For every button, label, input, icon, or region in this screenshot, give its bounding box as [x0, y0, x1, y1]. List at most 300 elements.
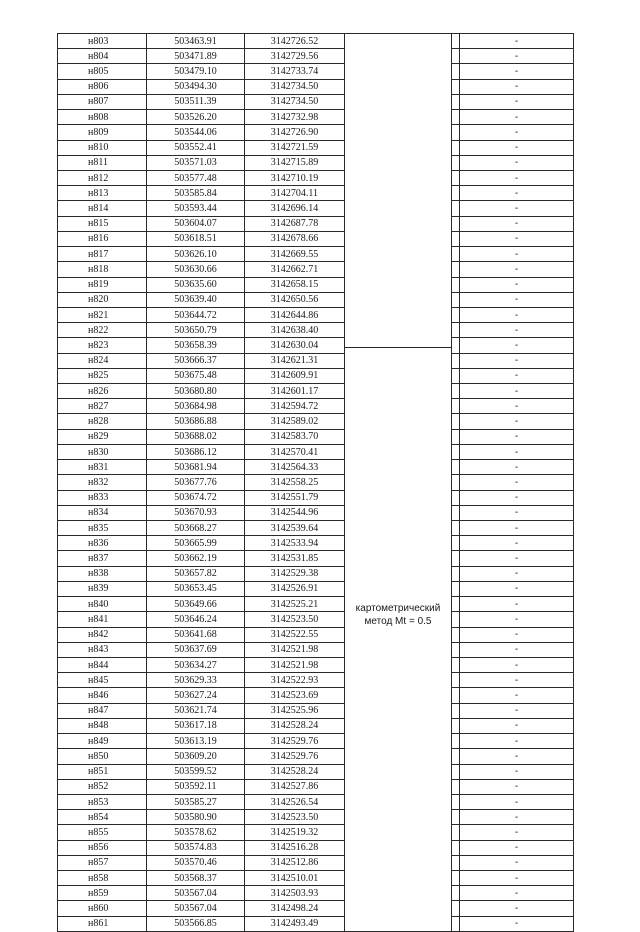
- point-name: н856: [88, 842, 109, 854]
- y-coordinate-cell: [245, 338, 345, 353]
- x-coordinate-cell: [147, 810, 245, 825]
- accuracy-cell: [460, 155, 574, 170]
- y-coordinate: 3142630.04: [270, 339, 319, 351]
- method-wrap: [345, 34, 451, 931]
- point-name: н807: [88, 96, 109, 108]
- method-value: метод Mt = 0.5: [364, 616, 432, 627]
- point-name-cell: [58, 886, 147, 901]
- y-coordinate: 3142527.86: [270, 781, 319, 793]
- x-coordinate: 503684.98: [174, 400, 217, 412]
- point-name-cell: [58, 338, 147, 353]
- accuracy-value: -: [514, 96, 519, 108]
- x-coordinate-cell: [147, 779, 245, 794]
- y-coordinate: 3142662.71: [270, 263, 319, 275]
- y-coordinate: 3142601.17: [270, 385, 319, 397]
- point-name-cell: [58, 855, 147, 870]
- x-coordinate: 503649.66: [174, 598, 217, 610]
- x-coordinate-cell: [147, 64, 245, 79]
- accuracy-value: -: [514, 629, 519, 641]
- accuracy-value: -: [514, 385, 519, 397]
- accuracy-cell: [460, 34, 574, 49]
- table-row: [58, 657, 574, 672]
- accuracy-cell: [460, 855, 574, 870]
- table-row: [58, 460, 574, 475]
- y-coordinate: 3142687.78: [270, 218, 319, 230]
- y-coordinate: 3142721.59: [270, 142, 319, 154]
- x-coordinate: 503567.04: [174, 903, 217, 915]
- point-name: н835: [88, 522, 109, 534]
- point-name-cell: [58, 307, 147, 322]
- table-row: [58, 551, 574, 566]
- accuracy-cell: [460, 734, 574, 749]
- point-name: н818: [88, 263, 109, 275]
- gap-cell: [452, 216, 460, 231]
- x-coordinate: 503635.60: [174, 279, 217, 291]
- y-coordinate-cell: [245, 262, 345, 277]
- x-coordinate-cell: [147, 688, 245, 703]
- point-name-cell: [58, 125, 147, 140]
- table-row: [58, 125, 574, 140]
- point-name: н850: [88, 750, 109, 762]
- y-coordinate-cell: [245, 627, 345, 642]
- accuracy-cell: [460, 475, 574, 490]
- accuracy-value: -: [514, 81, 519, 93]
- point-name: н810: [88, 142, 109, 154]
- x-coordinate-cell: [147, 292, 245, 307]
- x-coordinate: 503604.07: [174, 218, 217, 230]
- accuracy-value: -: [514, 187, 519, 199]
- y-coordinate: 3142734.50: [270, 96, 319, 108]
- x-coordinate-cell: [147, 94, 245, 109]
- y-coordinate: 3142528.24: [270, 720, 319, 732]
- x-coordinate-cell: [147, 597, 245, 612]
- point-name: н852: [88, 781, 109, 793]
- y-coordinate: 3142734.50: [270, 81, 319, 93]
- table-row: [58, 79, 574, 94]
- x-coordinate: 503471.89: [174, 50, 217, 62]
- y-coordinate: 3142729.56: [270, 50, 319, 62]
- table-row: [58, 566, 574, 581]
- accuracy-cell: [460, 627, 574, 642]
- y-coordinate: 3142733.74: [270, 66, 319, 78]
- x-coordinate: 503463.91: [174, 35, 217, 47]
- table-row: [58, 368, 574, 383]
- y-coordinate: 3142525.21: [270, 598, 319, 610]
- point-name: н837: [88, 553, 109, 565]
- y-coordinate-cell: [245, 825, 345, 840]
- accuracy-value: -: [514, 553, 519, 565]
- table-row: [58, 231, 574, 246]
- y-coordinate: 3142704.11: [270, 187, 319, 199]
- accuracy-cell: [460, 399, 574, 414]
- x-coordinate: 503566.85: [174, 918, 217, 930]
- y-coordinate: 3142594.72: [270, 400, 319, 412]
- y-coordinate-cell: [245, 916, 345, 931]
- y-coordinate: 3142529.76: [270, 750, 319, 762]
- accuracy-cell: [460, 764, 574, 779]
- accuracy-value: -: [514, 781, 519, 793]
- y-coordinate: 3142522.93: [270, 674, 319, 686]
- y-coordinate: 3142493.49: [270, 918, 319, 930]
- accuracy-cell: [460, 216, 574, 231]
- point-name-cell: [58, 901, 147, 916]
- accuracy-cell: [460, 521, 574, 536]
- point-name: н821: [88, 309, 109, 321]
- accuracy-cell: [460, 94, 574, 109]
- accuracy-value: -: [514, 887, 519, 899]
- table-row: [58, 384, 574, 399]
- x-coordinate: 503686.12: [174, 446, 217, 458]
- table-row: [58, 64, 574, 79]
- accuracy-value: -: [514, 492, 519, 504]
- x-coordinate-cell: [147, 262, 245, 277]
- point-name: н839: [88, 583, 109, 595]
- accuracy-value: -: [514, 294, 519, 306]
- x-coordinate: 503613.19: [174, 735, 217, 747]
- accuracy-cell: [460, 566, 574, 581]
- x-coordinate: 503639.40: [174, 294, 217, 306]
- point-name: н819: [88, 279, 109, 291]
- table-row: [58, 871, 574, 886]
- accuracy-cell: [460, 307, 574, 322]
- gap-cell: [452, 703, 460, 718]
- gap-cell: [452, 657, 460, 672]
- gap-cell: [452, 521, 460, 536]
- point-name-cell: [58, 597, 147, 612]
- accuracy-value: -: [514, 674, 519, 686]
- table-row: [58, 262, 574, 277]
- y-coordinate-cell: [245, 399, 345, 414]
- point-name-cell: [58, 262, 147, 277]
- y-coordinate-cell: [245, 79, 345, 94]
- point-name: н831: [88, 461, 109, 473]
- point-name: н804: [88, 50, 109, 62]
- point-name: н851: [88, 766, 109, 778]
- point-name: н853: [88, 796, 109, 808]
- y-coordinate-cell: [245, 64, 345, 79]
- gap-cell: [452, 855, 460, 870]
- x-coordinate-cell: [147, 444, 245, 459]
- accuracy-cell: [460, 612, 574, 627]
- accuracy-cell: [460, 170, 574, 185]
- point-name: н834: [88, 507, 109, 519]
- y-coordinate-cell: [245, 490, 345, 505]
- x-coordinate-cell: [147, 399, 245, 414]
- point-name: н838: [88, 568, 109, 580]
- table-row: [58, 764, 574, 779]
- y-coordinate-cell: [245, 521, 345, 536]
- gap-cell: [452, 155, 460, 170]
- point-name-cell: [58, 292, 147, 307]
- y-coordinate-cell: [245, 307, 345, 322]
- point-name-cell: [58, 627, 147, 642]
- point-name-cell: [58, 779, 147, 794]
- x-coordinate: 503665.99: [174, 537, 217, 549]
- x-coordinate-cell: [147, 247, 245, 262]
- gap-cell: [452, 429, 460, 444]
- accuracy-cell: [460, 901, 574, 916]
- x-coordinate: 503627.24: [174, 690, 217, 702]
- x-coordinate: 503629.33: [174, 674, 217, 686]
- gap-cell: [452, 734, 460, 749]
- gap-cell: [452, 551, 460, 566]
- point-name-cell: [58, 140, 147, 155]
- table-row: [58, 627, 574, 642]
- gap-cell: [452, 353, 460, 368]
- y-coordinate: 3142658.15: [270, 279, 319, 291]
- point-name: н859: [88, 887, 109, 899]
- y-coordinate: 3142609.91: [270, 370, 319, 382]
- accuracy-value: -: [514, 811, 519, 823]
- y-coordinate-cell: [245, 475, 345, 490]
- x-coordinate: 503592.11: [174, 781, 217, 793]
- y-coordinate-cell: [245, 566, 345, 581]
- y-coordinate: 3142710.19: [270, 172, 319, 184]
- table-row: [58, 642, 574, 657]
- accuracy-cell: [460, 64, 574, 79]
- point-name-cell: [58, 490, 147, 505]
- accuracy-value: -: [514, 50, 519, 62]
- gap-cell: [452, 475, 460, 490]
- x-coordinate-cell: [147, 338, 245, 353]
- accuracy-cell: [460, 292, 574, 307]
- point-name: н815: [88, 218, 109, 230]
- gap-cell: [452, 597, 460, 612]
- table-row: [58, 399, 574, 414]
- point-name: н823: [88, 339, 109, 351]
- x-coordinate-cell: [147, 916, 245, 931]
- point-name-cell: [58, 49, 147, 64]
- table-row: [58, 840, 574, 855]
- y-coordinate-cell: [245, 505, 345, 520]
- x-coordinate-cell: [147, 277, 245, 292]
- y-coordinate-cell: [245, 657, 345, 672]
- gap-cell: [452, 125, 460, 140]
- y-coordinate-cell: [245, 855, 345, 870]
- x-coordinate-cell: [147, 749, 245, 764]
- table-row: [58, 170, 574, 185]
- x-coordinate-cell: [147, 703, 245, 718]
- method-text: [345, 602, 451, 628]
- accuracy-value: -: [514, 842, 519, 854]
- accuracy-cell: [460, 444, 574, 459]
- accuracy-value: -: [514, 248, 519, 260]
- gap-cell: [452, 810, 460, 825]
- point-name: н805: [88, 66, 109, 78]
- y-coordinate: 3142519.32: [270, 826, 319, 838]
- accuracy-value: -: [514, 66, 519, 78]
- table-row: [58, 414, 574, 429]
- point-name-cell: [58, 551, 147, 566]
- point-name-cell: [58, 110, 147, 125]
- y-coordinate-cell: [245, 201, 345, 216]
- y-coordinate: 3142503.93: [270, 887, 319, 899]
- y-coordinate-cell: [245, 840, 345, 855]
- point-name-cell: [58, 34, 147, 49]
- point-name: н813: [88, 187, 109, 199]
- x-coordinate-cell: [147, 125, 245, 140]
- accuracy-cell: [460, 460, 574, 475]
- point-name: н830: [88, 446, 109, 458]
- x-coordinate: 503658.39: [174, 339, 217, 351]
- x-coordinate: 503618.51: [174, 233, 217, 245]
- x-coordinate-cell: [147, 505, 245, 520]
- coordinates-table-body: [58, 34, 574, 932]
- coordinates-table: [57, 33, 574, 932]
- y-coordinate: 3142529.76: [270, 735, 319, 747]
- point-name: н825: [88, 370, 109, 382]
- table-row: [58, 916, 574, 931]
- table-row: [58, 886, 574, 901]
- accuracy-value: -: [514, 431, 519, 443]
- x-coordinate-cell: [147, 581, 245, 596]
- gap-cell: [452, 581, 460, 596]
- x-coordinate: 503609.20: [174, 750, 217, 762]
- method-cell: [345, 34, 452, 932]
- point-name-cell: [58, 216, 147, 231]
- table-row: [58, 475, 574, 490]
- x-coordinate-cell: [147, 840, 245, 855]
- table-row: [58, 581, 574, 596]
- point-name-cell: [58, 444, 147, 459]
- point-name-cell: [58, 916, 147, 931]
- point-name-cell: [58, 79, 147, 94]
- table-row: [58, 490, 574, 505]
- point-name-cell: [58, 247, 147, 262]
- point-name-cell: [58, 536, 147, 551]
- y-coordinate-cell: [245, 155, 345, 170]
- x-coordinate: 503641.68: [174, 629, 217, 641]
- point-name-cell: [58, 794, 147, 809]
- y-coordinate-cell: [245, 186, 345, 201]
- x-coordinate: 503526.20: [174, 111, 217, 123]
- table-row: [58, 673, 574, 688]
- table-row: [58, 429, 574, 444]
- gap-cell: [452, 749, 460, 764]
- y-coordinate: 3142521.98: [270, 644, 319, 656]
- x-coordinate-cell: [147, 764, 245, 779]
- point-name-cell: [58, 581, 147, 596]
- accuracy-value: -: [514, 857, 519, 869]
- accuracy-cell: [460, 810, 574, 825]
- x-coordinate-cell: [147, 216, 245, 231]
- x-coordinate: 503568.37: [174, 872, 217, 884]
- x-coordinate: 503662.19: [174, 553, 217, 565]
- gap-cell: [452, 49, 460, 64]
- gap-cell: [452, 307, 460, 322]
- y-coordinate: 3142638.40: [270, 324, 319, 336]
- y-coordinate-cell: [245, 353, 345, 368]
- point-name: н845: [88, 674, 109, 686]
- y-coordinate: 3142678.66: [270, 233, 319, 245]
- gap-cell: [452, 688, 460, 703]
- accuracy-value: -: [514, 355, 519, 367]
- accuracy-cell: [460, 414, 574, 429]
- point-name-cell: [58, 414, 147, 429]
- x-coordinate-cell: [147, 34, 245, 49]
- point-name: н844: [88, 659, 109, 671]
- accuracy-cell: [460, 886, 574, 901]
- table-row: [58, 140, 574, 155]
- x-coordinate: 503574.83: [174, 842, 217, 854]
- x-coordinate-cell: [147, 855, 245, 870]
- accuracy-value: -: [514, 142, 519, 154]
- y-coordinate-cell: [245, 901, 345, 916]
- x-coordinate: 503666.37: [174, 355, 217, 367]
- y-coordinate-cell: [245, 581, 345, 596]
- x-coordinate-cell: [147, 110, 245, 125]
- y-coordinate: 3142564.33: [270, 461, 319, 473]
- x-coordinate-cell: [147, 901, 245, 916]
- accuracy-value: -: [514, 872, 519, 884]
- point-name: н822: [88, 324, 109, 336]
- point-name-cell: [58, 186, 147, 201]
- method-divider: [345, 347, 451, 348]
- gap-cell: [452, 916, 460, 931]
- table-row: [58, 186, 574, 201]
- table-row: [58, 794, 574, 809]
- y-coordinate: 3142533.94: [270, 537, 319, 549]
- x-coordinate-cell: [147, 627, 245, 642]
- y-coordinate-cell: [245, 323, 345, 338]
- accuracy-cell: [460, 49, 574, 64]
- point-name-cell: [58, 505, 147, 520]
- accuracy-cell: [460, 490, 574, 505]
- y-coordinate-cell: [245, 794, 345, 809]
- accuracy-cell: [460, 505, 574, 520]
- accuracy-value: -: [514, 446, 519, 458]
- gap-cell: [452, 505, 460, 520]
- point-name: н861: [88, 918, 109, 930]
- x-coordinate-cell: [147, 673, 245, 688]
- gap-cell: [452, 384, 460, 399]
- x-coordinate: 503544.06: [174, 126, 217, 138]
- x-coordinate-cell: [147, 323, 245, 338]
- x-coordinate-cell: [147, 140, 245, 155]
- table-row: [58, 855, 574, 870]
- accuracy-value: -: [514, 507, 519, 519]
- y-coordinate-cell: [245, 764, 345, 779]
- gap-cell: [452, 871, 460, 886]
- x-coordinate: 503686.88: [174, 416, 217, 428]
- x-coordinate: 503570.46: [174, 857, 217, 869]
- gap-cell: [452, 292, 460, 307]
- x-coordinate-cell: [147, 642, 245, 657]
- accuracy-value: -: [514, 416, 519, 428]
- gap-cell: [452, 673, 460, 688]
- y-coordinate: 3142526.54: [270, 796, 319, 808]
- accuracy-cell: [460, 718, 574, 733]
- gap-cell: [452, 247, 460, 262]
- point-name: н833: [88, 492, 109, 504]
- point-name: н848: [88, 720, 109, 732]
- accuracy-cell: [460, 247, 574, 262]
- table-row: [58, 825, 574, 840]
- gap-cell: [452, 34, 460, 49]
- x-coordinate: 503644.72: [174, 309, 217, 321]
- table-row: [58, 277, 574, 292]
- accuracy-value: -: [514, 339, 519, 351]
- gap-cell: [452, 460, 460, 475]
- point-name: н857: [88, 857, 109, 869]
- y-coordinate-cell: [245, 170, 345, 185]
- point-name: н858: [88, 872, 109, 884]
- table-row: [58, 703, 574, 718]
- accuracy-value: -: [514, 324, 519, 336]
- point-name-cell: [58, 64, 147, 79]
- y-coordinate: 3142531.85: [270, 553, 319, 565]
- gap-cell: [452, 262, 460, 277]
